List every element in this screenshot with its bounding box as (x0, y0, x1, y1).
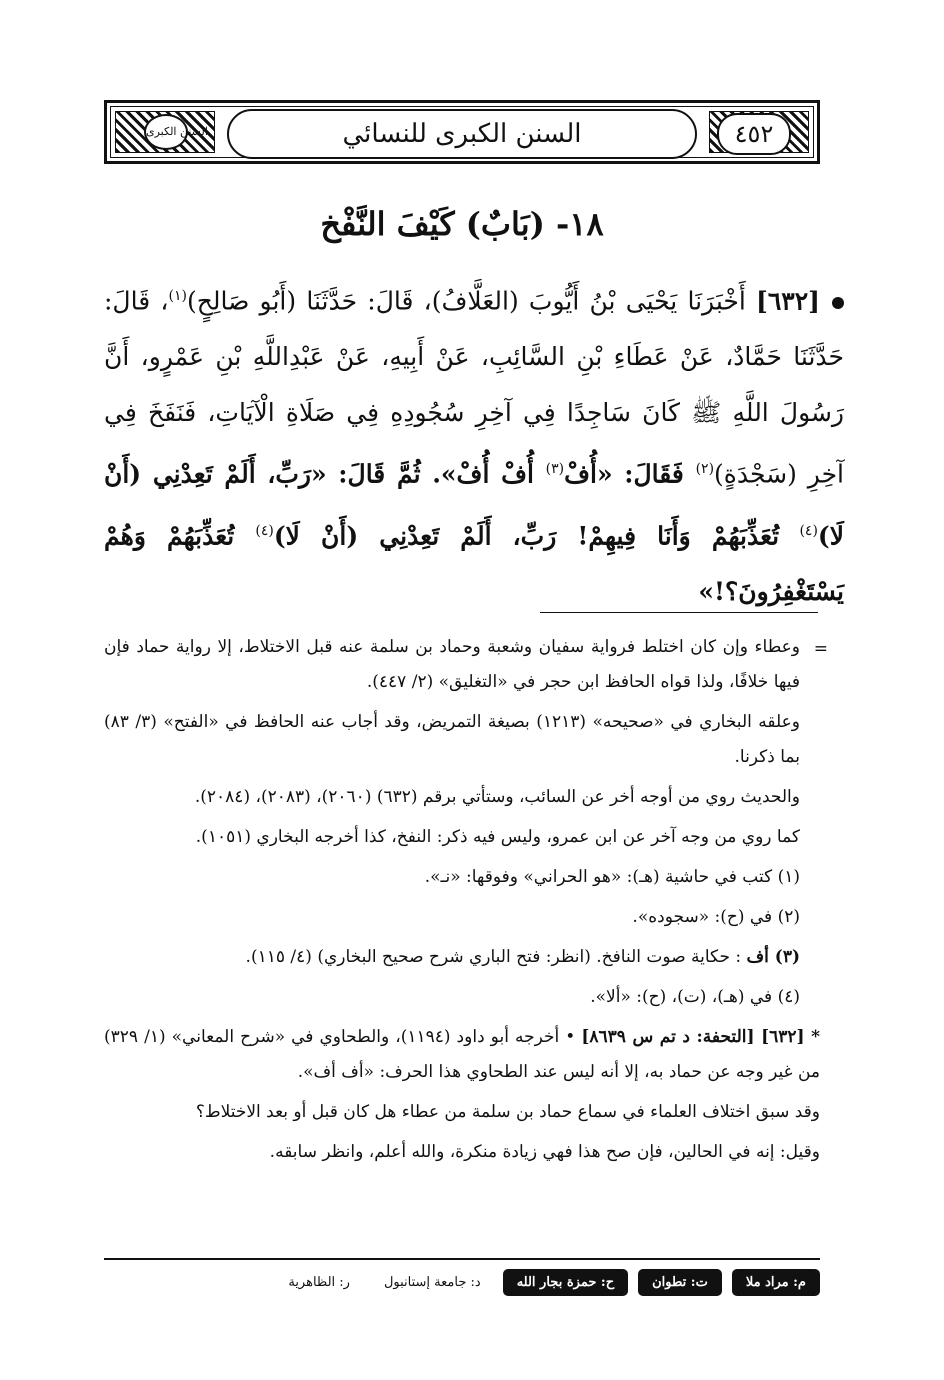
footnote-3 (104, 940, 820, 975)
footnote-4: (٤) في (هـ)، (ت)، (ح): «ألا». (590, 987, 800, 1007)
hadith-number: [٦٣٢] (756, 286, 821, 316)
ornament-left (115, 111, 215, 153)
hadith-line: تُعَذِّبَهُمْ وَهُمْ يَسْتَغْفِرُونَ؟!» (104, 520, 844, 606)
bottom-divider (104, 1258, 820, 1260)
footnote-ref: (٤) (255, 522, 274, 539)
note-paragraph: وعلقه البخاري في «صحيحه» (١٢١٣) بصيغة التمريض، وقد أجاب عنه الحافظ في «الفتح» (٣/ ٨٣) بما ذكرنا. (104, 712, 800, 767)
takhrij-text: • أخرجه أبو داود (١١٩٤)، والطحاوي في «شرح المعاني» (١/ ٣٢٩) من غير وجه عن حماد به، إلا أنه ليس عند الطحاوي هذا الحرف: «أف أف». (104, 1027, 820, 1082)
continuation-mark: = (813, 639, 828, 659)
manuscript-label: ر: الظاهرية (288, 1274, 350, 1290)
footnote-1: (١) كتب في حاشية (هـ): «هو الحراني» وفوقها: «نـ». (424, 867, 800, 887)
manuscript-label: د: جامعة إستانبول (383, 1274, 481, 1290)
hadith-line: تُعَذِّبَهُمْ وَأَنَا فِيهِمْ! رَبِّ، أَلَمْ تَعِدْنِي (أَنْ لَا) (273, 520, 780, 550)
note-paragraph: وقد سبق اختلاف العلماء في سماع حماد بن سلمة من عطاء هل كان قبل أو بعد الاختلاط؟ (195, 1102, 820, 1122)
page-header (104, 100, 820, 164)
hadith-line: (سَجْدَةٍ) (714, 459, 797, 489)
hadith-line: فَقَالَ: «أُفْ (564, 459, 696, 489)
note-paragraph: وعطاء وإن كان اختلط فرواية سفيان وشعبة وحماد بن سلمة عنه قبل الاختلاط، إلا رواية حماد فإن فيها خلافًا، ولذا قواه الحافظ ابن حجر في «التغليق» (٢/ ٤٤٧). (104, 637, 800, 692)
manuscript-label: ح: حمزة بجار الله (503, 1269, 628, 1296)
footnote-2: (٢) في (ح): «سجوده». (632, 907, 800, 927)
bullet-icon (832, 297, 844, 309)
takhrij-note (104, 1020, 820, 1090)
footnote-ref: (١) (168, 288, 187, 304)
note-paragraph: والحديث روي من أوجه أخر عن السائب، وستأتي برقم (٦٣٢) (٢٠٦٠)، (٢٠٨٣)، (٢٠٨٤). (194, 787, 800, 807)
tuhfa-ref: * [٦٣٢] [التحفة: د تم س ٨٦٣٩] (581, 1027, 821, 1047)
footnote-3-text: : حكاية صوت النافخ. (انظر: فتح الباري شرح صحيح البخاري) (٤/ ١١٥). (245, 947, 742, 967)
hadith-line: أُفْ أُفْ». ثُمَّ قَالَ: «رَبِّ، أَلَمْ تَعِدْنِي (أَنْ لَا) (104, 459, 845, 550)
running-title: السنن الكبرى للنسائي (227, 109, 697, 159)
note-paragraph: كما روي من وجه آخر عن ابن عمرو، وليس فيه ذكر: النفخ، كذا أخرجه البخاري (١٠٥١). (195, 827, 800, 847)
footnote-3-label: (٣) أف (746, 947, 800, 967)
manuscript-legend (104, 1266, 820, 1298)
note-paragraph: وقيل: إنه في الحالين، فإن صح هذا فهي زيادة منكرة، والله أعلم، وانظر سابقه. (269, 1142, 820, 1162)
footnote-divider (540, 612, 818, 613)
hadith-line: حَدَّثَنَا حَمَّادٌ، عَنْ عَطَاءِ بْنِ السَّائِبِ، عَنْ أَبِيهِ، عَنْ عَبْدِاللَّهِ بْنِ عَمْرٍو، أَنَّ (104, 342, 844, 372)
footnotes (104, 630, 828, 1175)
page-number: ٤٥٢ (717, 113, 791, 155)
seal-icon: السنن الكبرى (144, 114, 188, 150)
chapter-title: ١٨- (بَابٌ) كَيْفَ النَّفْخ (320, 205, 604, 243)
hadith-line: أَخْبَرَنَا يَحْيَى بْنُ أَيُّوبَ (العَلَّافُ)، قَالَ: حَدَّثَنَا (أَبُو صَالِحٍ) (186, 286, 746, 316)
manuscript-label: م: مراد ملا (732, 1269, 820, 1296)
hadith-text (104, 268, 844, 620)
footnote-ref: (٣) (545, 461, 565, 478)
hadith-line: رَسُولَ اللَّهِ ﷺ كَانَ سَاجِدًا فِي آخِرِ سُجُودِهِ فِي صَلَاةِ الْآيَاتِ، فَنَفَخَ فِي آخِرِ (104, 398, 844, 489)
hadith-line: ، قَالَ: (104, 286, 169, 316)
footnote-ref: (٤) (799, 522, 818, 539)
footnote-ref: (٢) (695, 461, 715, 478)
manuscript-label: ت: تطوان (638, 1269, 722, 1296)
